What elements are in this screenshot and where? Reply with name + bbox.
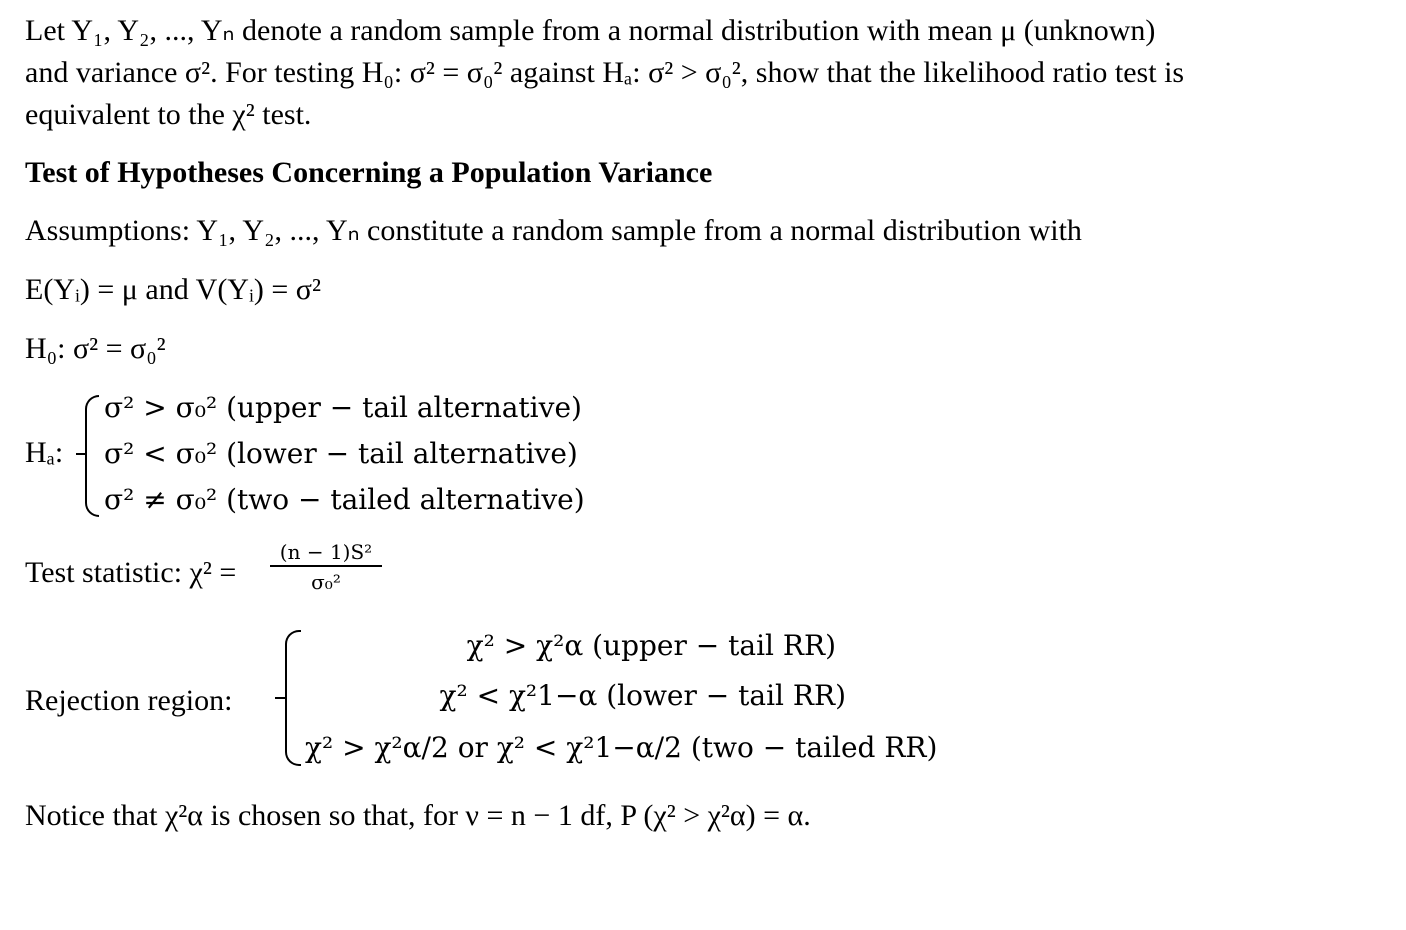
problem-line-3: equivalent to the χ² test. xyxy=(25,98,312,131)
rejection-upper: χ² > χ²α (upper − tail RR) xyxy=(466,629,836,662)
alternative-brace-tip xyxy=(76,453,86,455)
test-statistic-label: Test statistic: χ² = xyxy=(25,556,237,589)
test-statistic-denominator: σ₀² xyxy=(311,570,341,594)
section-heading: Test of Hypotheses Concerning a Population Variance xyxy=(25,156,713,189)
alternative-upper: σ² > σ₀² (upper − tail alternative) xyxy=(104,391,582,424)
alternative-brace xyxy=(85,395,99,517)
problem-line-2: and variance σ². For testing H₀: σ² = σ₀² against Hₐ: σ² > σ₀², show that the likelihood ratio test is xyxy=(25,56,1185,89)
null-hypothesis: H₀: σ² = σ₀² xyxy=(25,332,166,365)
rejection-two-tailed: χ² > χ²α/2 or χ² < χ²1−α/2 (two − tailed RR) xyxy=(305,731,938,764)
test-statistic-numerator: (n − 1)S² xyxy=(270,540,382,567)
assumptions-line-1: Assumptions: Y₁, Y₂, ..., Yₙ constitute a random sample from a normal distribution with xyxy=(25,214,1082,247)
alternative-label: Hₐ: xyxy=(25,436,64,469)
notice-text: Notice that χ²α is chosen so that, for ν = n − 1 df, P (χ² > χ²α) = α. xyxy=(25,799,811,832)
alternative-lower: σ² < σ₀² (lower − tail alternative) xyxy=(104,437,578,470)
rejection-brace xyxy=(285,630,301,766)
rejection-lower: χ² < χ²1−α (lower − tail RR) xyxy=(439,679,846,712)
assumptions-line-2: E(Yᵢ) = μ and V(Yᵢ) = σ² xyxy=(25,273,321,306)
rejection-brace-tip xyxy=(275,697,285,699)
problem-line-1: Let Y₁, Y₂, ..., Yₙ denote a random sample from a normal distribution with mean μ (unknown) xyxy=(25,14,1156,47)
alternative-two-tailed: σ² ≠ σ₀² (two − tailed alternative) xyxy=(104,483,585,516)
test-statistic-fraction xyxy=(270,540,382,594)
rejection-region-label: Rejection region: xyxy=(25,684,233,717)
